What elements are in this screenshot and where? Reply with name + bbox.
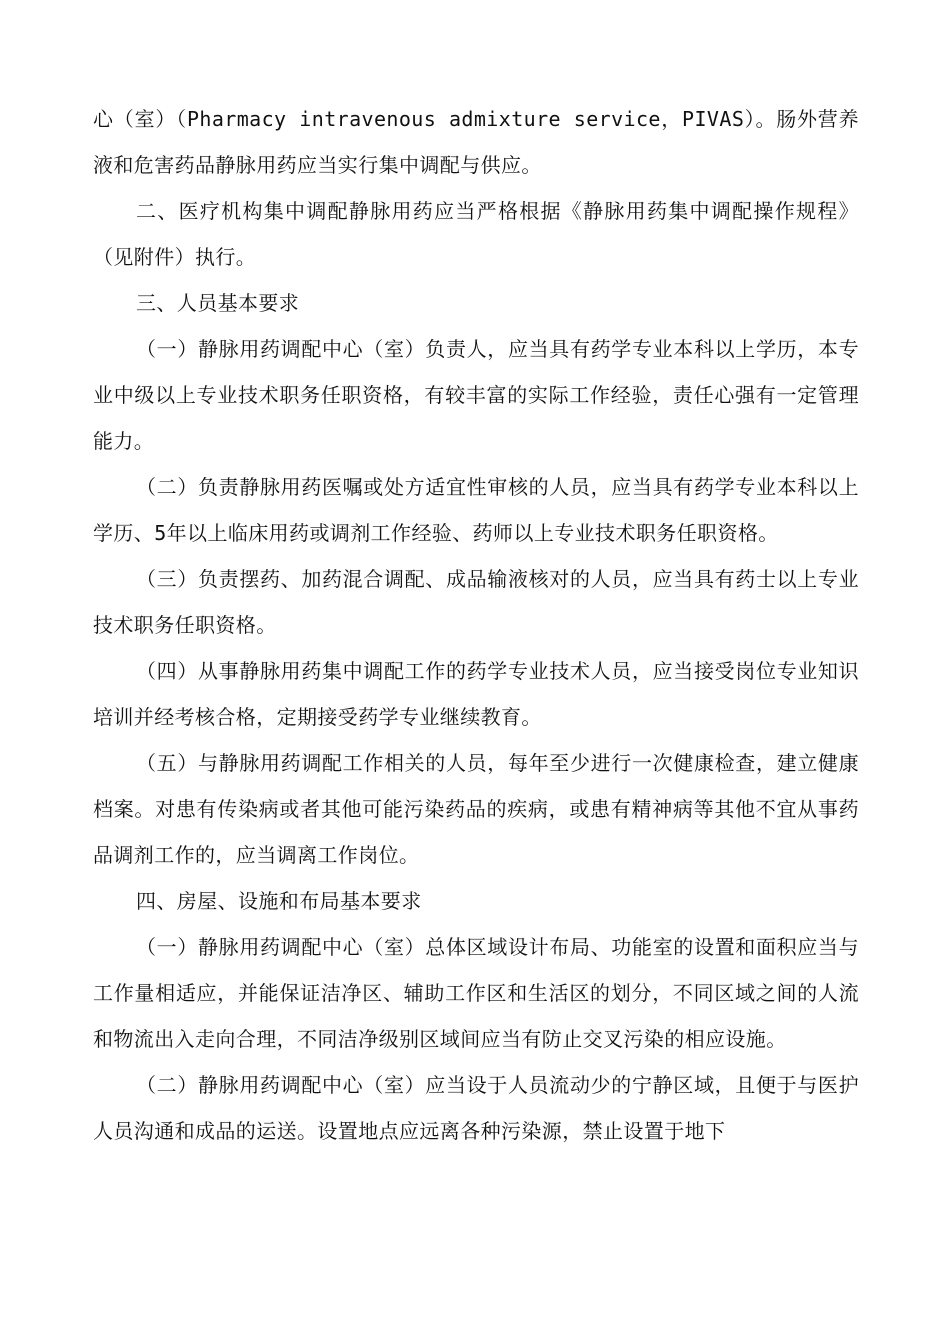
paragraph-facility-item-2: （二）静脉用药调配中心（室）应当设于人员流动少的宁静区域，且便于与医护人员沟通和成品的运送。设置地点应远离各种污染源，禁止设置于地下 — [93, 1073, 859, 1143]
paragraph-pivas-definition: 心（室）（Pharmacy intravenous admixture service，PIVAS）。肠外营养液和危害药品静脉用药应当实行集中调配与供应。 — [93, 107, 859, 177]
paragraph-personnel-item-1: （一）静脉用药调配中心（室）负责人，应当具有药学专业本科以上学历，本专业中级以上专业技术职务任职资格，有较丰富的实际工作经验，责任心强有一定管理能力。 — [93, 337, 859, 453]
paragraph-section-two: 二、医疗机构集中调配静脉用药应当严格根据《静脉用药集中调配操作规程》（见附件）执行。 — [93, 199, 859, 269]
paragraph-personnel-item-5: （五）与静脉用药调配工作相关的人员，每年至少进行一次健康检查，建立健康档案。对患有传染病或者其他可能污染药品的疾病，或患有精神病等其他不宜从事药品调剂工作的，应当调离工作岗位。 — [93, 751, 859, 867]
document-body — [93, 96, 859, 1154]
paragraph-facility-item-1: （一）静脉用药调配中心（室）总体区域设计布局、功能室的设置和面积应当与工作量相适应，并能保证洁净区、辅助工作区和生活区的划分，不同区域之间的人流和物流出入走向合理，不同洁净级别区域间应当有防止交叉污染的相应设施。 — [93, 935, 859, 1051]
paragraph-personnel-item-4: （四）从事静脉用药集中调配工作的药学专业技术人员，应当接受岗位专业知识培训并经考核合格，定期接受药学专业继续教育。 — [93, 659, 859, 729]
heading-personnel-requirements: 三、人员基本要求 — [136, 291, 300, 315]
paragraph-personnel-item-3: （三）负责摆药、加药混合调配、成品输液核对的人员，应当具有药士以上专业技术职务任职资格。 — [93, 567, 859, 637]
paragraph-personnel-item-2: （二）负责静脉用药医嘱或处方适宜性审核的人员，应当具有药学专业本科以上学历、5年以上临床用药或调剂工作经验、药师以上专业技术职务任职资格。 — [93, 475, 859, 545]
heading-facility-requirements: 四、房屋、设施和布局基本要求 — [136, 889, 422, 913]
